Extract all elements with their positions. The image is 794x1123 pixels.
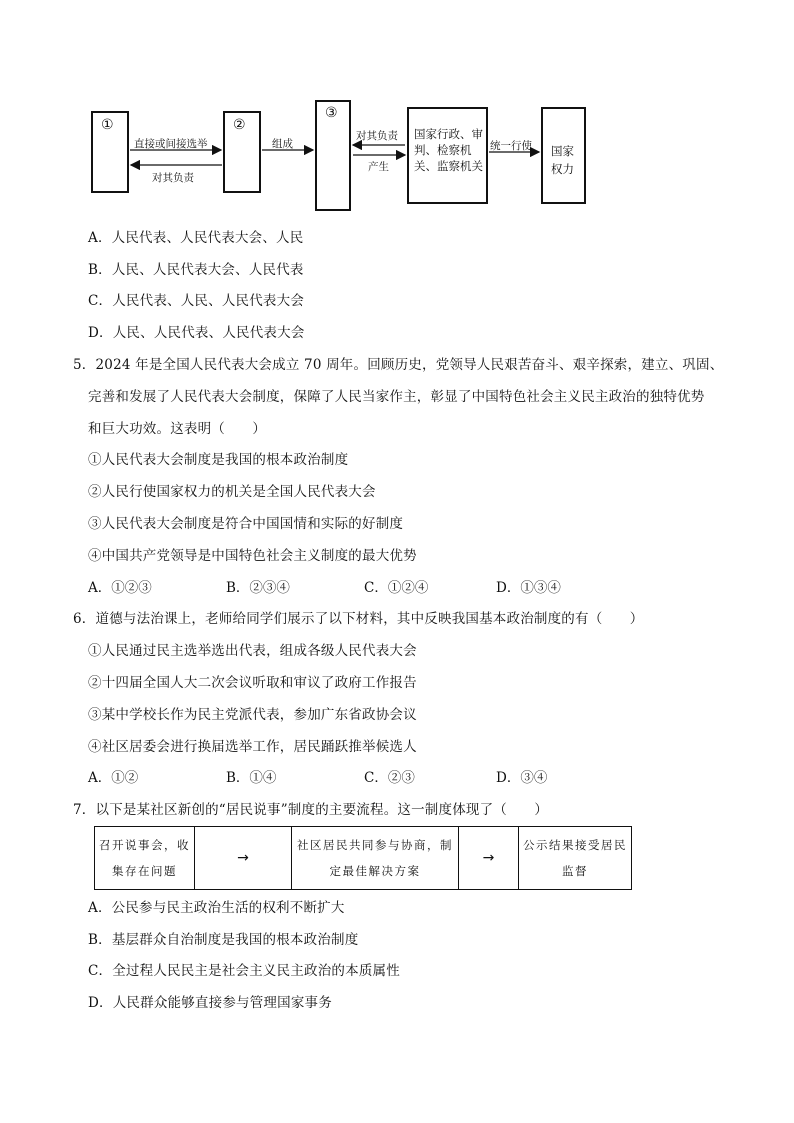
q7-stem: 7．以下是某社区新创的“居民说事”制度的主要流程。这一制度体现了（ ） [73, 802, 549, 818]
flow-arrow-1: → [195, 827, 292, 889]
box-3-label: ③ [325, 105, 338, 121]
q5-stem-line-2: 完善和发展了人民代表大会制度，保障了人民当家作主，彰显了中国特色社会主义民主政治的独特优势 [88, 389, 705, 405]
q4-option-a: A．人民代表、人民代表大会、人民 [88, 230, 304, 246]
diagram-arrows [0, 0, 794, 220]
q6-item-1: ①人民通过民主选举选出代表，组成各级人民代表大会 [88, 643, 417, 659]
q5-option-b: B．②③④ [226, 580, 290, 596]
q5-stem-line-3: 和巨大功效。这表明（ ） [88, 421, 267, 437]
q6-option-a: A．①② [88, 770, 139, 786]
q5-option-a: A．①②③ [88, 580, 152, 596]
q6-option-b: B．①④ [226, 770, 277, 786]
flow-step-1: 召开说事会，收集存在问题 [95, 827, 195, 889]
q6-stem: 6．道德与法治课上，老师给同学们展示了以下材料，其中反映我国基本政治制度的有（ ） [73, 611, 644, 627]
q6-item-4: ④社区居委会进行换届选举工作，居民踊跃推举候选人 [88, 739, 417, 755]
q5-item-2: ②人民行使国家权力的机关是全国人民代表大会 [88, 484, 376, 500]
q4-option-d: D．人民、人民代表、人民代表大会 [88, 325, 305, 341]
elect-label: 直接或间接选举 [134, 138, 208, 150]
responsible-right-label: 对其负责 [356, 130, 398, 142]
exercise-label: 统一行使 [490, 140, 532, 152]
flow-arrow-2: → [459, 827, 519, 889]
q5-option-c: C．①②④ [364, 580, 429, 596]
q7-option-b: B．基层群众自治制度是我国的根本政治制度 [88, 932, 359, 948]
q7-option-a: A．公民参与民主政治生活的权利不断扩大 [88, 900, 345, 916]
resident-affairs-flow-table [94, 826, 632, 890]
q6-option-d: D．③④ [496, 770, 548, 786]
q5-item-3: ③人民代表大会制度是符合中国国情和实际的好制度 [88, 516, 404, 532]
q5-option-d: D．①③④ [496, 580, 561, 596]
power-text: 国家权力 [551, 144, 574, 176]
responsible-left-label: 对其负责 [152, 172, 194, 184]
q5-item-4: ④中国共产党领导是中国特色社会主义制度的最大优势 [88, 548, 417, 564]
compose-label: 组成 [272, 138, 293, 150]
q6-option-c: C．②③ [364, 770, 415, 786]
box-2-label: ② [233, 117, 246, 133]
q5-stem-line-1: 5．2024 年是全国人民代表大会成立 70 周年。回顾历史，党领导人民艰苦奋斗、艰辛探索，建立、巩固、 [73, 357, 724, 373]
q5-item-1: ①人民代表大会制度是我国的根本政治制度 [88, 452, 349, 468]
box-1-label: ① [101, 117, 114, 133]
q7-option-c: C．全过程人民民主是社会主义民主政治的本质属性 [88, 963, 400, 979]
produce-label: 产生 [368, 161, 389, 173]
flow-step-2: 社区居民共同参与协商，制定最佳解决方案 [292, 827, 459, 889]
q7-option-d: D．人民群众能够直接参与管理国家事务 [88, 995, 332, 1011]
political-structure-diagram [0, 0, 794, 220]
q4-option-b: B．人民、人民代表大会、人民代表 [88, 262, 304, 278]
flow-step-3: 公示结果接受居民监督 [523, 838, 627, 878]
q4-option-c: C．人民代表、人民、人民代表大会 [88, 293, 305, 309]
q6-item-3: ③某中学校长作为民主党派代表，参加广东省政协会议 [88, 707, 417, 723]
q6-item-2: ②十四届全国人大二次会议听取和审议了政府工作报告 [88, 675, 417, 691]
organs-text: 国家行政、审判、检察机关、监察机关 [414, 127, 483, 173]
